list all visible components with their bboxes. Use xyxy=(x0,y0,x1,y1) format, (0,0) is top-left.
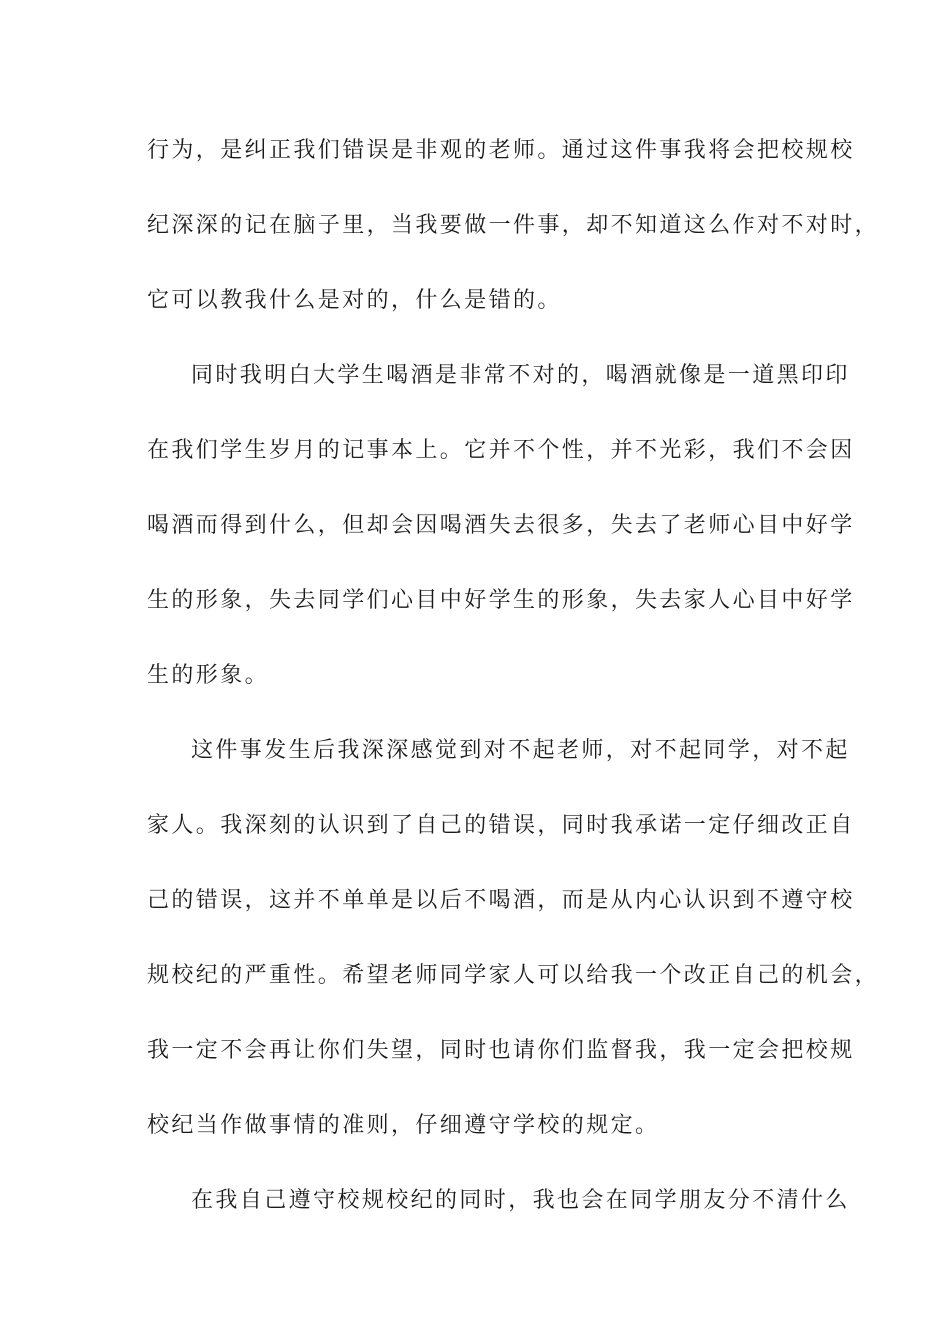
text-line: 行为，是纠正我们错误是非观的老师。通过这件事我将会把校规校 xyxy=(147,138,855,163)
text-line: 规校纪的严重性。希望老师同学家人可以给我一个改正自己的机会， xyxy=(147,963,880,988)
text-line: 在我自己遵守校规校纪的同时，我也会在同学朋友分不清什么 xyxy=(191,1188,850,1213)
text-line: 同时我明白大学生喝酒是非常不对的，喝酒就像是一道黑印印 xyxy=(191,363,850,388)
text-line: 这件事发生后我深深感觉到对不起老师，对不起同学，对不起 xyxy=(191,738,850,763)
text-line: 在我们学生岁月的记事本上。它并不个性，并不光彩，我们不会因 xyxy=(147,438,855,463)
text-line: 纪深深的记在脑子里，当我要做一件事，却不知道这么作对不对时， xyxy=(147,213,880,238)
text-line: 校纪当作做事情的准则，仔细遵守学校的规定。 xyxy=(147,1113,660,1138)
text-line: 我一定不会再让你们失望，同时也请你们监督我，我一定会把校规 xyxy=(147,1038,855,1063)
text-line: 己的错误，这并不单单是以后不喝酒，而是从内心认识到不遵守校 xyxy=(147,888,855,913)
text-line: 生的形象。 xyxy=(147,663,270,688)
text-line: 生的形象，失去同学们心目中好学生的形象，失去家人心目中好学 xyxy=(147,588,855,613)
text-line: 它可以教我什么是对的，什么是错的。 xyxy=(147,288,562,313)
text-line: 喝酒而得到什么，但却会因喝酒失去很多，失去了老师心目中好学 xyxy=(147,513,855,538)
text-line: 家人。我深刻的认识到了自己的错误，同时我承诺一定仔细改正自 xyxy=(147,813,855,838)
